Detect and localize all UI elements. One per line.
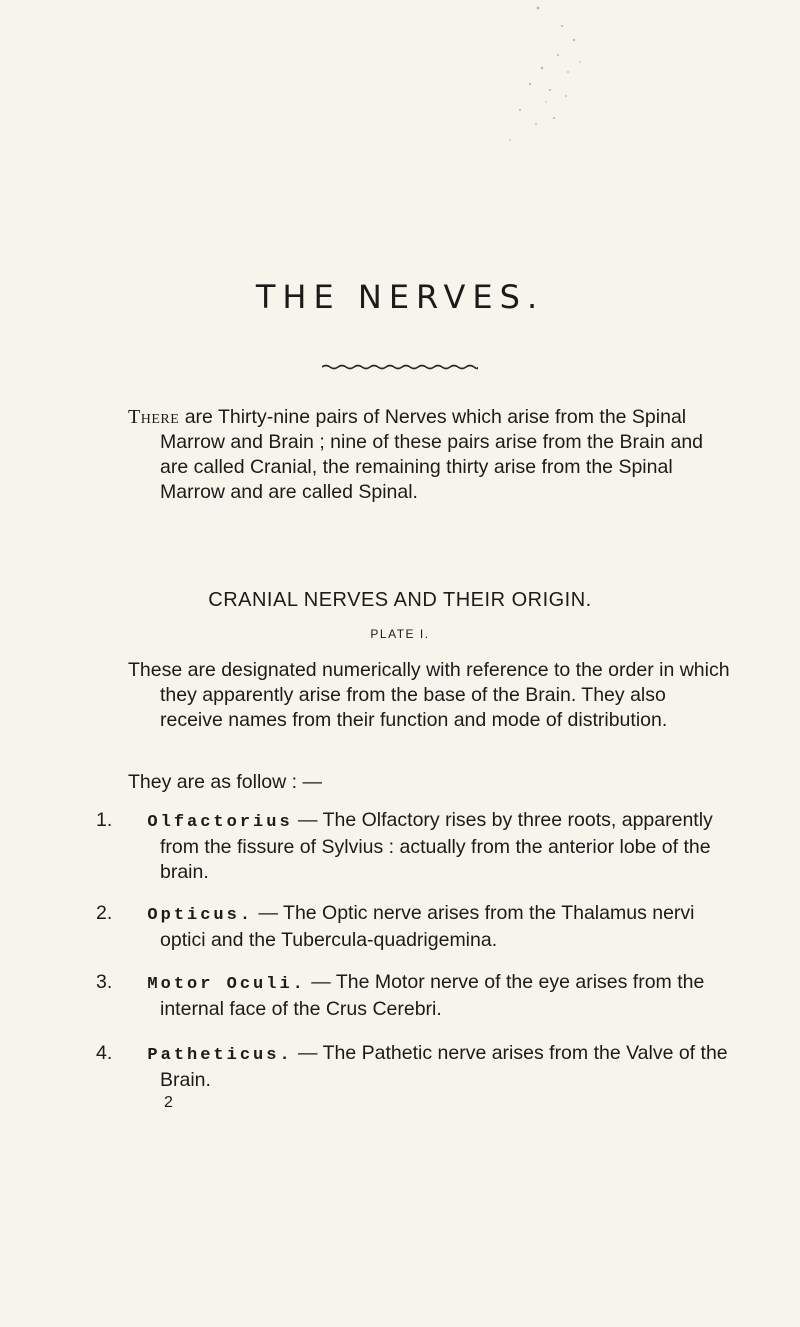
entry-number: 3. [96, 971, 113, 993]
paper-speckle-decoration [470, 0, 600, 150]
nerve-entry [96, 970, 730, 1022]
ornamental-wavy-rule [322, 363, 478, 371]
plate-label: PLATE I. [370, 627, 430, 641]
intro-paragraph [128, 405, 730, 505]
nerve-entry [96, 1041, 730, 1093]
designation-paragraph: These are designated numerically with reference to the order in which they apparently arise from the base of the Brain. They also receive names from their function and mode of distribution. [128, 659, 730, 731]
entry-number: 1. [96, 809, 113, 831]
entry-name: Motor Oculi. [147, 975, 306, 994]
follow-line: They are as follow : — [128, 771, 322, 793]
intro-text: are Thirty-nine pairs of Nerves which arise from the Spinal Marrow and Brain ; nine of these pairs arise from the Brain and are called Cranial, the remaining thirty arise from the Spinal Marrow and are called Spinal. [160, 406, 704, 503]
entry-text: — The Olfactory rises by three roots, apparently from the fissure of Sylvius : actually from the anterior lobe of the brain. [160, 809, 713, 883]
entry-text: — The Motor nerve of the eye arises from the internal face of the Crus Cerebri. [160, 971, 705, 1020]
entry-name: Opticus. [147, 906, 254, 925]
nerve-entry [96, 901, 730, 953]
page-title: THE NERVES. [255, 278, 545, 316]
entry-text: — The Optic nerve arises from the Thalamus nervi optici and the Tubercula-quadrigemina. [160, 902, 695, 951]
section-heading: CRANIAL NERVES AND THEIR ORIGIN. [208, 589, 592, 611]
nerve-entry [96, 808, 730, 885]
entry-text: — The Pathetic nerve arises from the Valve of the Brain. [160, 1042, 728, 1091]
entry-number: 4. [96, 1042, 113, 1064]
entry-number: 2. [96, 902, 113, 924]
signature-mark: 2 [164, 1094, 173, 1111]
entry-name: Patheticus. [147, 1046, 293, 1065]
intro-lead-word: There [128, 406, 180, 428]
entry-name: Olfactorius [147, 813, 293, 832]
